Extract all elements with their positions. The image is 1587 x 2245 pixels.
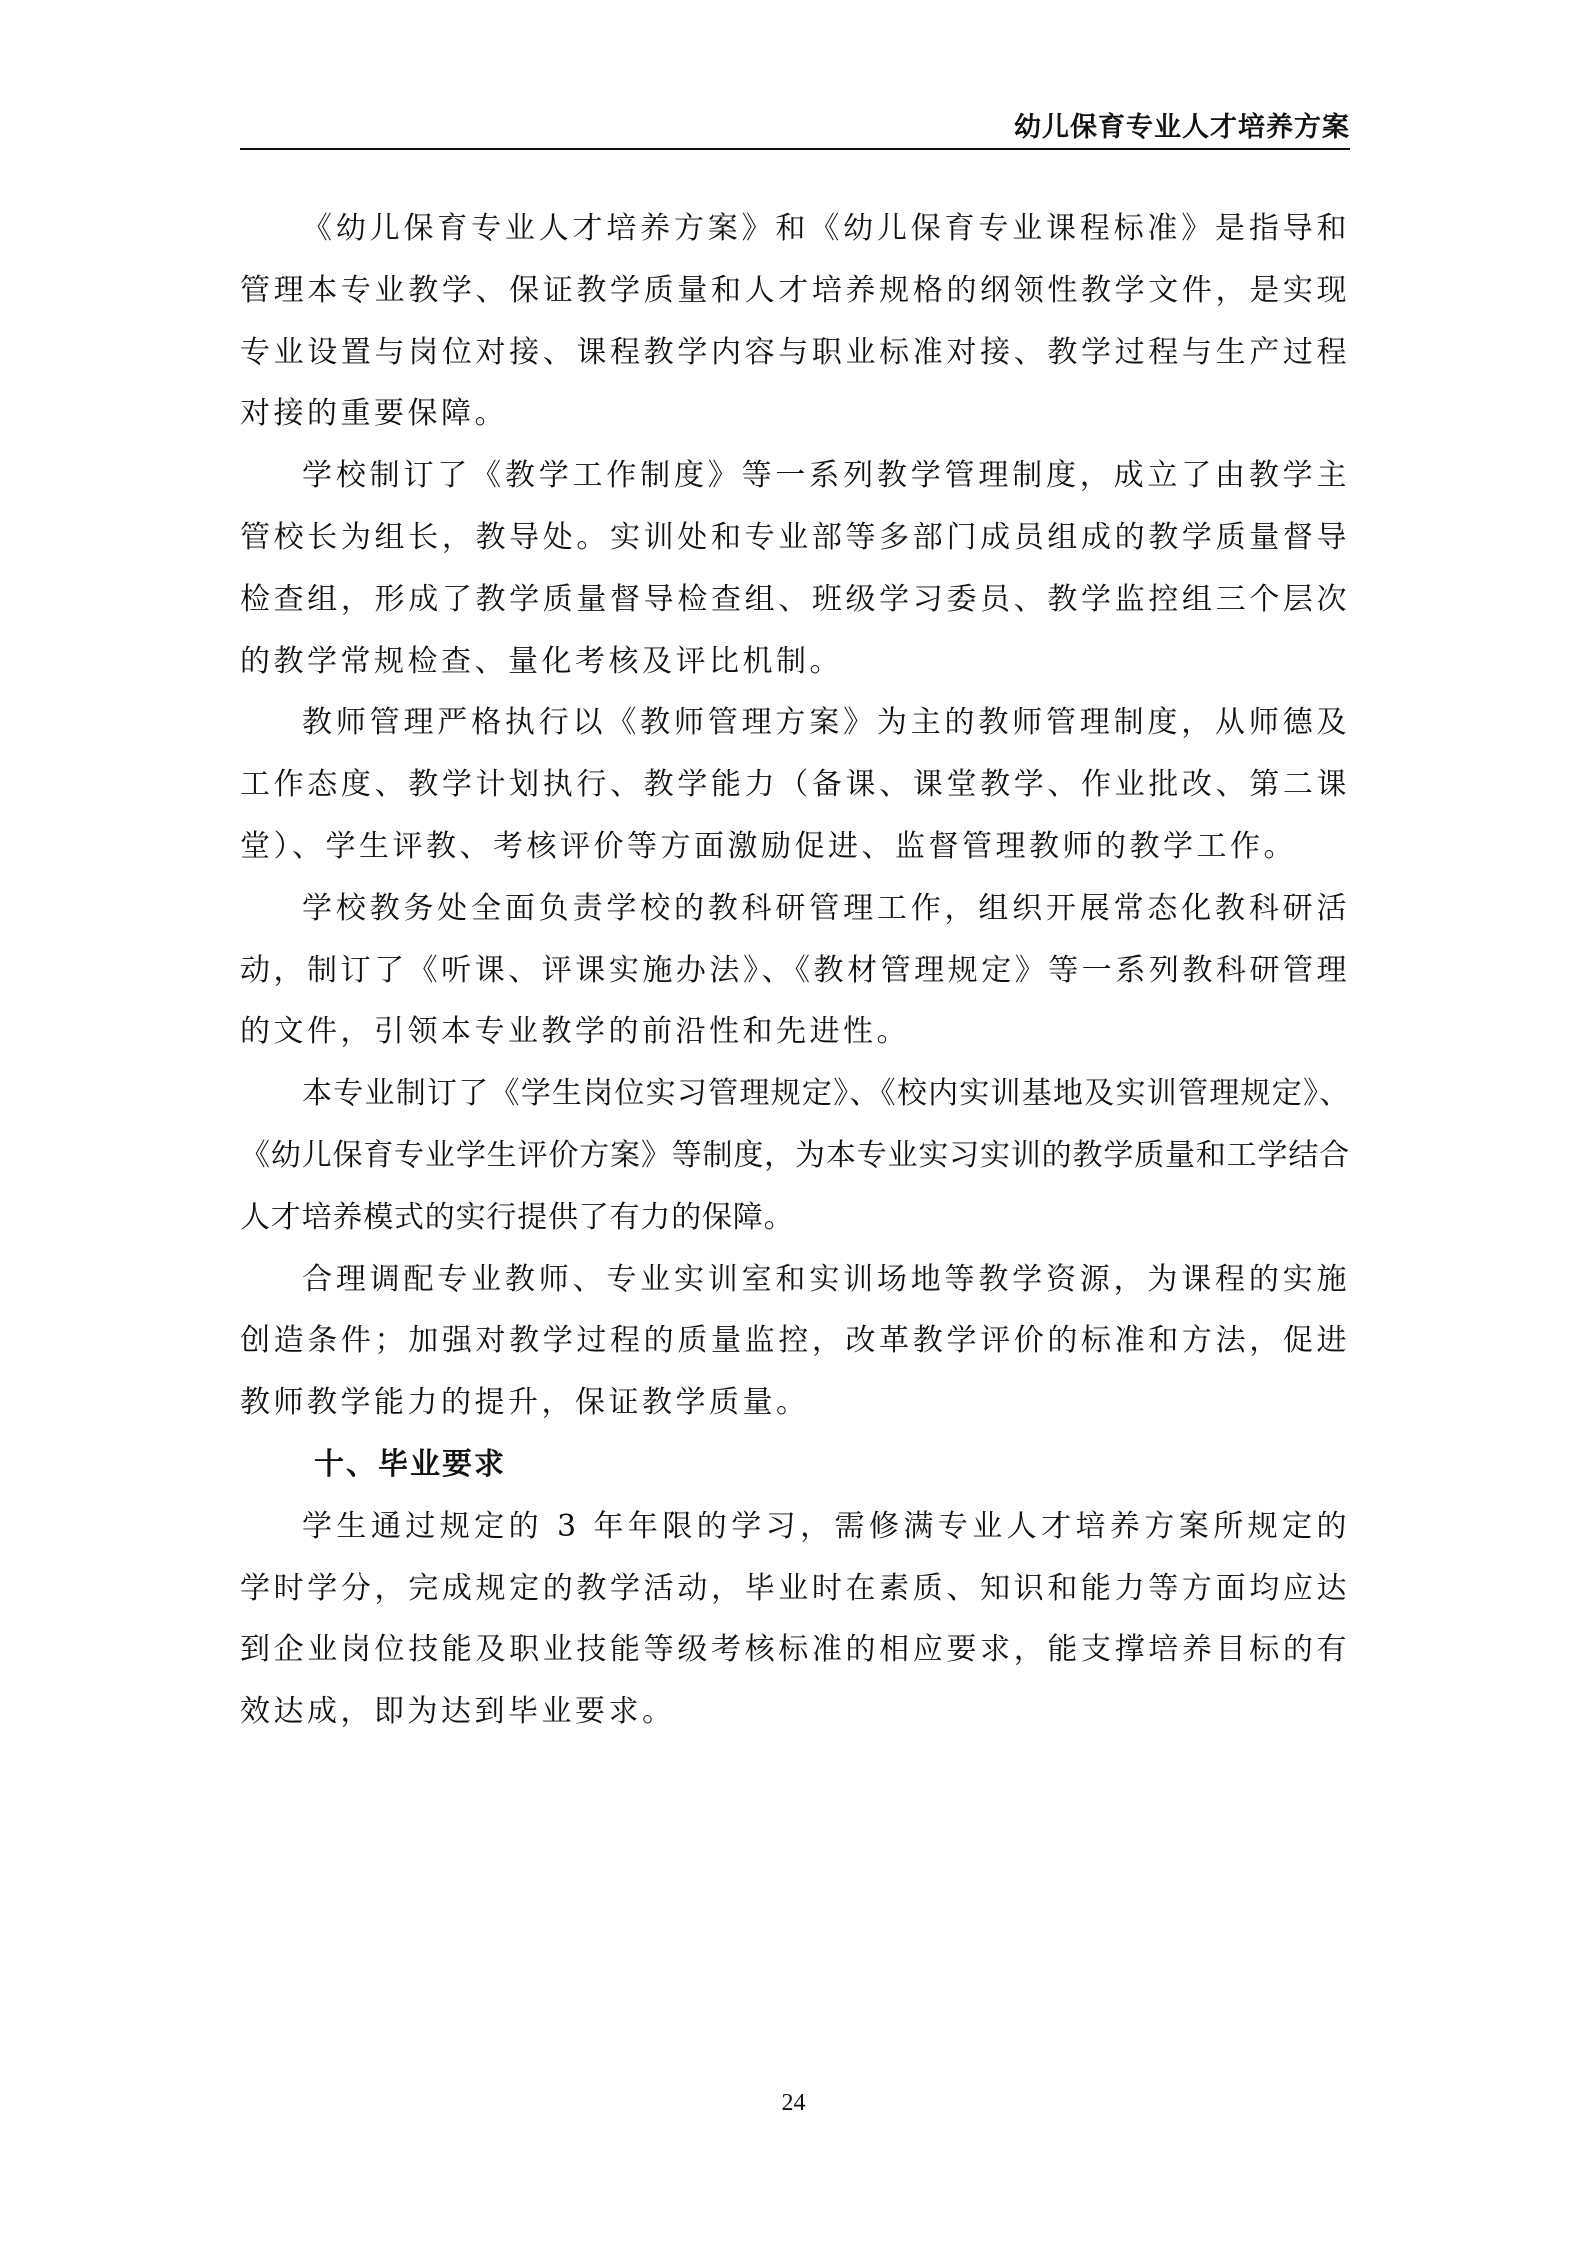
paragraph-graduation-requirements: 学生通过规定的 3 年年限的学习，需修满专业人才培养方案所规定的学时学分，完成规定的教学活动，毕业时在素质、知识和能力等方面均应达到企业岗位技能及职业技能等级考核标准的相应要求，能支撑培养目标的有效达成，即为达到毕业要求。 [240,1508,1350,1730]
paragraph-teaching-management: 学校制订了《教学工作制度》等一系列教学管理制度，成立了由教学主管校长为组长，教导处。实训处和专业部等多部门成员组成的教学质量督导检查组，形成了教学质量督导检查组、班级学习委员、教学监控组三个层次的教学常规检查、量化考核及评比机制。 [240,458,1350,679]
section-heading-graduation: 十、毕业要求 [314,1446,506,1482]
paragraph-curriculum-documents: 《幼儿保育专业人才培养方案》和《幼儿保育专业课程标准》是指导和管理本专业教学、保证教学质量和人才培养规格的纲领性教学文件，是实现专业设置与岗位对接、课程教学内容与职业标准对接、教学过程与生产过程对接的重要保障。 [240,211,1350,432]
paragraph-research-management: 学校教务处全面负责学校的教科研管理工作，组织开展常态化教科研活动，制订了《听课、评课实施办法》、《教材管理规定》等一系列教科研管理的文件，引领本专业教学的前沿性和先进性。 [240,890,1350,1050]
header-rule [240,148,1350,150]
paragraph-resource-allocation: 合理调配专业教师、专业实训室和实训场地等教学资源，为课程的实施创造条件；加强对教学过程的质量监控，改革教学评价的标准和方法，促进教师教学能力的提升，保证教学质量。 [240,1261,1350,1421]
paragraph-internship-regulations: 本专业制订了《学生岗位实习管理规定》、《校内实训基地及实训管理规定》、《幼儿保育专业学生评价方案》等制度，为本专业实习实训的教学质量和工学结合人才培养模式的实行提供了有力的保障。 [240,1076,1350,1235]
page-number: 24 [781,2090,806,2116]
page-header [240,108,1350,148]
paragraph-teacher-management: 教师管理严格执行以《教师管理方案》为主的教师管理制度，从师德及工作态度、教学计划执行、教学能力（备课、课堂教学、作业批改、第二课堂）、学生评教、考核评价等方面激励促进、监督管理教师的教学工作。 [240,705,1350,864]
document-body [240,198,1350,1743]
header-title: 幼儿保育专业人才培养方案 [1014,112,1350,143]
